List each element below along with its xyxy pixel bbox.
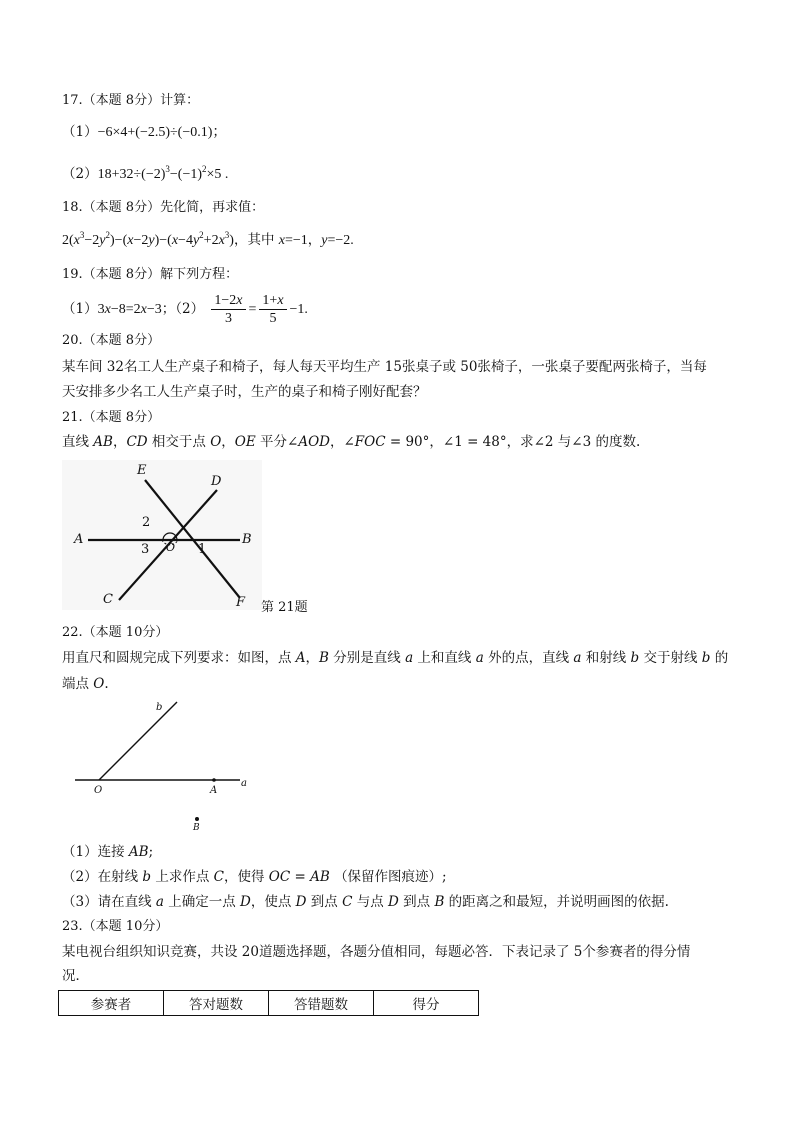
q20-text-line1: 某车间 32名工人生产桌子和椅子，每人每天平均生产 15张桌子或 50张椅子，一张桌子要配两张椅子，当每 <box>62 359 707 375</box>
table-header-row <box>59 991 479 1016</box>
q23-text-line2: 况． <box>62 968 89 984</box>
label-ray-b: b <box>156 702 163 713</box>
score-table <box>58 990 479 1016</box>
q23-text-line1: 某电视台组织知识竞赛，共设 20道题选择题，各题分值相同，每题必答．下表记录了 5个参赛者的得分情 <box>62 944 691 960</box>
q17-part2: $(2)18+32\div(-2)^3-(-1)^2\times 5$ . <box>62 164 229 182</box>
label-b: B <box>242 532 252 547</box>
q21-header: 21.（本题 8分） <box>62 410 161 425</box>
table-header-cell: 答错题数 <box>269 991 374 1016</box>
label-c: C <box>103 592 113 607</box>
label-angle-3: 3 <box>141 542 150 557</box>
q22-text-line1: 用直尺和圆规完成下列要求：如图，点 A，B 分别是直线 a 上和直线 a 外的点，直线 a 和射线 b 交于射线 b 的 <box>62 650 729 666</box>
point-b <box>195 817 199 821</box>
q20-text-line2: 天安排多少名工人生产桌子时，生产的桌子和椅子刚好配套？ <box>62 384 427 400</box>
q22-step1: （1）连接 AB; <box>62 844 154 860</box>
q20-header: 20.（本题 8分） <box>62 333 161 348</box>
q17-part1: （1）−6×4+(−2.5)÷(−0.1)； <box>62 124 227 140</box>
label-angle-2: 2 <box>142 515 151 530</box>
q19-header: 19.（本题 8分）解下列方程： <box>62 267 239 282</box>
q22-step2: （2）在射线 b 上求作点 C，使得 OC = AB （保留作图痕迹）; <box>62 869 447 885</box>
q22-step3: （3）请在直线 a 上确定一点 D，使点 D 到点 C 与点 D 到点 B 的距离之和最短，并说明画图的依据. <box>62 894 669 910</box>
q19-equations: （1）3x−8=2x−3；（2） $\frac{1-2x}{3}$ = $\frac{1+x}{5}$ −1. <box>62 293 308 326</box>
q23-header: 23.（本题 10分） <box>62 919 169 934</box>
table-header-cell: 得分 <box>374 991 479 1016</box>
q22-text-line2: 端点 O. <box>62 676 109 692</box>
label-angle-1: 1 <box>198 542 207 557</box>
label-o: O <box>166 541 176 554</box>
table-header-cell: 参赛者 <box>59 991 164 1016</box>
label-a: A <box>74 532 84 547</box>
label-point-a: A <box>210 785 218 796</box>
q22-header: 22.（本题 10分） <box>62 625 169 640</box>
q21-text: 直线 AB，CD 相交于点 O，OE 平分∠AOD，∠FOC = 90°，∠1 = 48°，求∠2 与∠3 的度数. <box>62 434 641 450</box>
q21-caption: 第 21题 <box>261 600 308 615</box>
q18-expression: $2(x^3-2y^2)-(x-2y)-(x-4y^2+2x^3)$，其中 x=−1，y=−2. <box>62 230 354 248</box>
point-a <box>212 778 216 782</box>
q18-header: 18.（本题 8分）先化简，再求值： <box>62 200 265 215</box>
label-point-b: B <box>193 823 200 833</box>
label-point-o: O <box>94 785 103 796</box>
label-e: E <box>137 463 147 478</box>
table-header-cell: 答对题数 <box>164 991 269 1016</box>
label-d: D <box>211 474 222 489</box>
label-f: F <box>236 595 246 610</box>
label-line-a: a <box>241 778 247 789</box>
ray-b <box>99 702 177 780</box>
q17-header: 17.（本题 8分）计算： <box>62 93 200 108</box>
